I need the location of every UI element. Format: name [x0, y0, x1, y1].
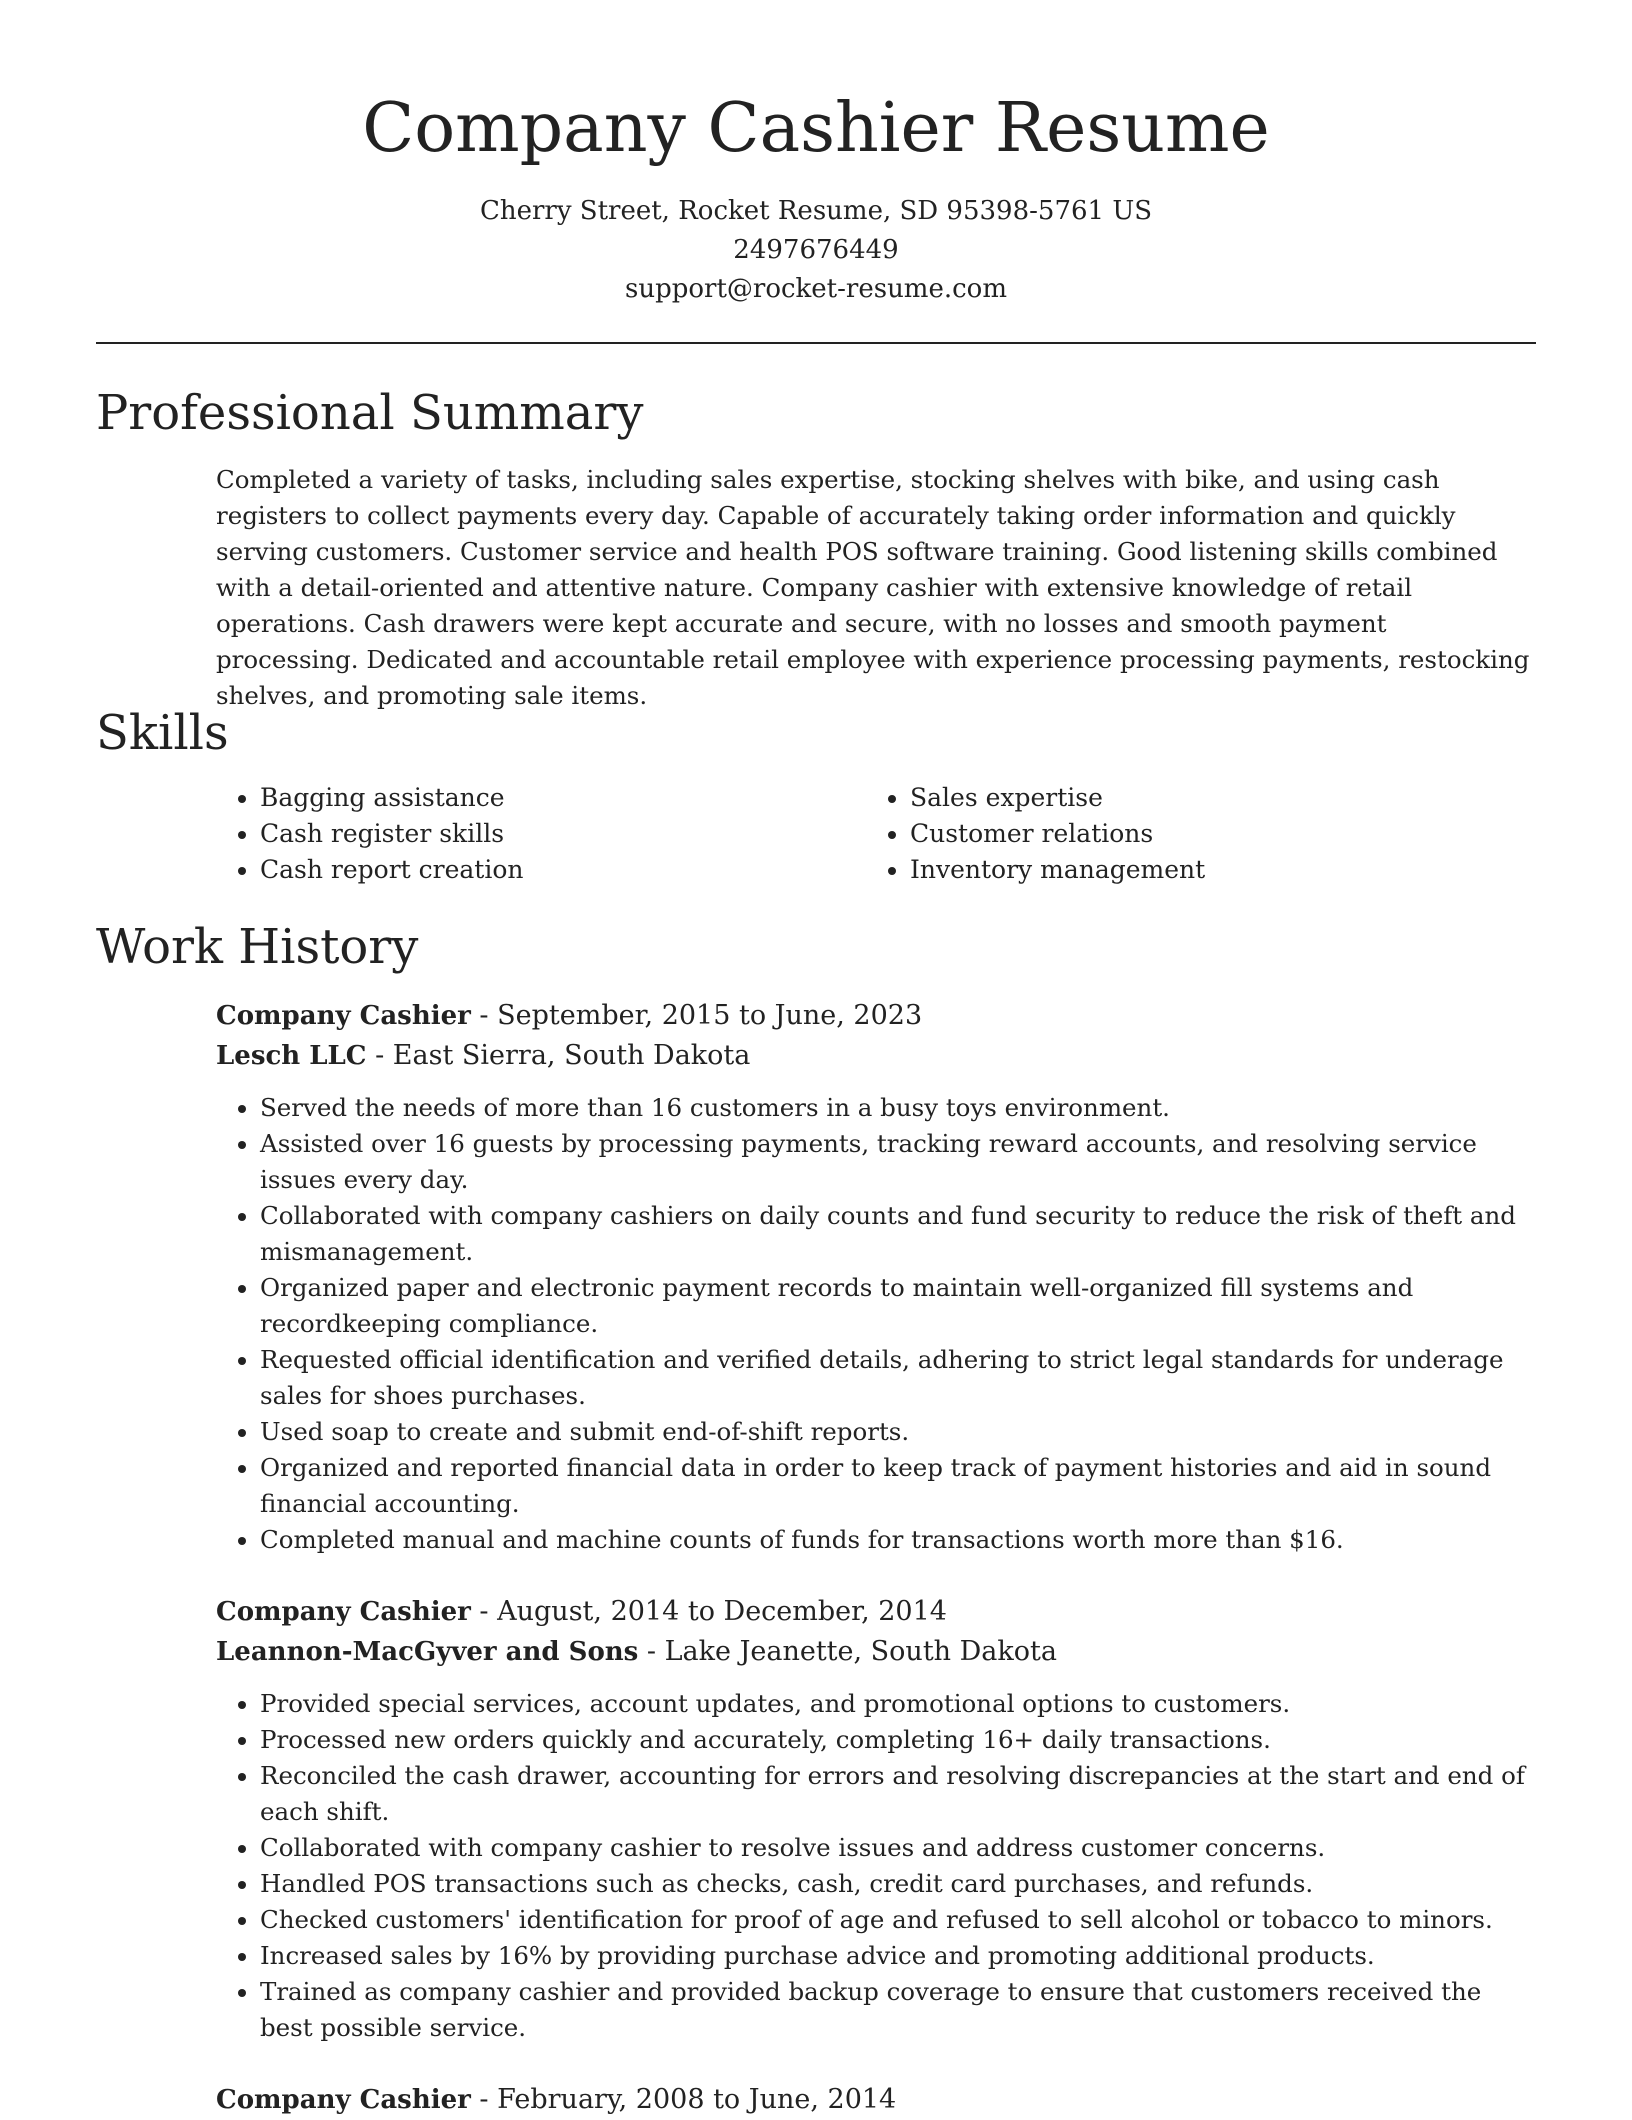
contact-email: support@rocket-resume.com	[624, 274, 1007, 304]
job-title-line	[216, 1592, 1536, 1632]
job-duty: • Handled POS transactions such as checks, cash, credit card purchases, and refunds.	[260, 1866, 1536, 1902]
job-entry	[216, 996, 1536, 1558]
job-duty: • Requested official identification and verified details, adhering to strict legal standards for underage sales for shoes purchases.	[260, 1342, 1536, 1414]
job-dates: - September, 2015 to June, 2023	[470, 1000, 923, 1031]
job-duties	[216, 1090, 1536, 1558]
skill-item: • Customer relations	[910, 816, 1530, 852]
contact-address: Cherry Street, Rocket Resume, SD 95398-5761 US	[479, 196, 1153, 226]
job-location: - Lake Jeanette, South Dakota	[638, 1636, 1057, 1667]
job-role: Company Cashier	[216, 1001, 471, 1031]
job-employer-line	[216, 1036, 1536, 1076]
job-duty: • Collaborated with company cashiers on daily counts and fund security to reduce the risk of theft and mismanagement.	[260, 1198, 1536, 1270]
job-duty: • Served the needs of more than 16 customers in a busy toys environment.	[260, 1090, 1536, 1126]
job-duty: • Used soap to create and submit end-of-shift reports.	[260, 1414, 1536, 1450]
skills-list-right	[866, 780, 1530, 888]
job-employer: Leannon-MacGyver and Sons	[216, 1637, 639, 1667]
resume-header	[96, 84, 1536, 309]
resume-title: Company Cashier Resume	[362, 89, 1270, 168]
job-duty: • Checked customers' identification for proof of age and refused to sell alcohol or tobacco to minors.	[260, 1902, 1536, 1938]
skills-heading: Skills	[96, 705, 229, 761]
job-role: Company Cashier	[216, 2085, 471, 2115]
contact-phone: 2497676449	[733, 235, 899, 265]
job-location: - East Sierra, South Dakota	[366, 1040, 751, 1071]
job-duty: • Trained as company cashier and provided backup coverage to ensure that customers received the best possible service.	[260, 1974, 1536, 2046]
job-duty: • Processed new orders quickly and accurately, completing 16+ daily transactions.	[260, 1722, 1536, 1758]
skill-item: • Sales expertise	[910, 780, 1530, 816]
job-title-line	[216, 2080, 1536, 2120]
job-duty: • Collaborated with company cashier to resolve issues and address customer concerns.	[260, 1830, 1536, 1866]
job-dates: - August, 2014 to December, 2014	[470, 1596, 947, 1627]
job-role: Company Cashier	[216, 1597, 471, 1627]
job-employer: Lesch LLC	[216, 1041, 367, 1071]
skills-list-left	[216, 780, 860, 888]
job-duty: • Assisted over 16 guests by processing payments, tracking reward accounts, and resolving service issues every day.	[260, 1126, 1536, 1198]
skill-item: • Cash register skills	[260, 816, 860, 852]
job-entry	[216, 1592, 1536, 2046]
job-title-line	[216, 996, 1536, 1036]
job-duty: • Completed manual and machine counts of funds for transactions worth more than $16.	[260, 1522, 1536, 1558]
skill-item: • Inventory management	[910, 852, 1530, 888]
job-duty: • Provided special services, account updates, and promotional options to customers.	[260, 1686, 1536, 1722]
job-dates: - February, 2008 to June, 2014	[470, 2084, 897, 2115]
job-duties	[216, 1686, 1536, 2046]
summary-heading: Professional Summary	[96, 385, 644, 441]
job-employer-line	[216, 1632, 1536, 1672]
job-duty: • Organized and reported financial data in order to keep track of payment histories and aid in sound financial accounting.	[260, 1450, 1536, 1522]
summary-paragraph: Completed a variety of tasks, including sales expertise, stocking shelves with bike, and using cash registers to collect payments every day. Capable of accurately taking order information and quickly serving customers. Customer service and health POS software training. Good listening skills combined with a detail-oriented and attentive nature. Company cashier with extensive knowledge of retail operations. Cash drawers were kept accurate and secure, with no losses and smooth payment processing. Dedicated and accountable retail employee with experience processing payments, restocking shelves, and promoting sale items.	[216, 465, 1530, 710]
job-duty: • Organized paper and electronic payment records to maintain well-organized fill systems and recordkeeping compliance.	[260, 1270, 1536, 1342]
work-history-heading: Work History	[96, 919, 419, 975]
job-duty: • Increased sales by 16% by providing purchase advice and promoting additional products.	[260, 1938, 1536, 1974]
skill-item: • Cash report creation	[260, 852, 860, 888]
header-divider	[96, 342, 1536, 344]
skill-item: • Bagging assistance	[260, 780, 860, 816]
job-duty: • Reconciled the cash drawer, accounting for errors and resolving discrepancies at the start and end of each shift.	[260, 1758, 1536, 1830]
job-entry	[216, 2080, 1536, 2120]
